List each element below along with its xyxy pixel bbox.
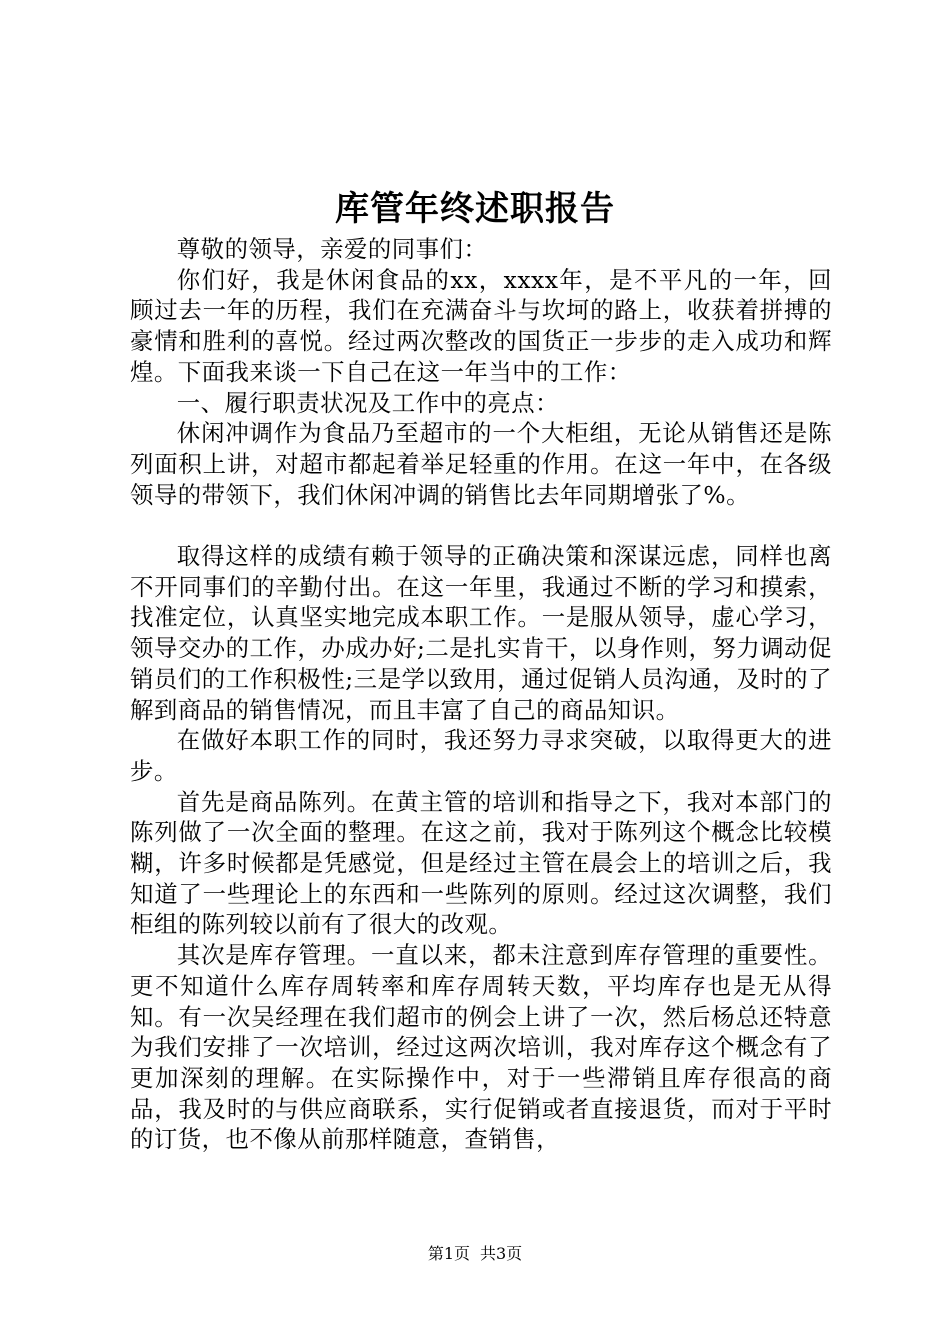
- intro-paragraph: 你们好，我是休闲食品的xx，xxxx年，是不平凡的一年，回顾过去一年的历程，我们在充满奋斗与坎坷的路上，收获着拼搏的豪情和胜利的喜悦。经过两次整改的国货正一步步的走入成功和辉煌。下面我来谈一下自己在这一年当中的工作：: [130, 265, 832, 386]
- page-footer: [0, 1243, 950, 1265]
- body-paragraph: 首先是商品陈列。在黄主管的培训和指导之下，我对本部门的陈列做了一次全面的整理。在这之前，我对于陈列这个概念比较模糊，许多时候都是凭感觉，但是经过主管在晨会上的培训之后，我知道了一些理论上的东西和一些陈列的原则。经过这次调整，我们柜组的陈列较以前有了很大的改观。: [130, 787, 832, 939]
- document-body: [130, 234, 832, 1155]
- body-paragraph: 取得这样的成绩有赖于领导的正确决策和深谋远虑，同样也离不开同事们的辛勤付出。在这一年里，我通过不断的学习和摸索，找准定位，认真坚实地完成本职工作。一是服从领导，虚心学习，领导交办的工作，办成办好;二是扎实肯干，以身作则，努力调动促销员们的工作积极性;三是学以致用，通过促销人员沟通，及时的了解到商品的销售情况，而且丰富了自己的商品知识。: [130, 542, 832, 724]
- salutation-paragraph: 尊敬的领导，亲爱的同事们：: [176, 235, 488, 263]
- section-heading: 一、履行职责状况及工作中的亮点：: [176, 388, 560, 417]
- body-paragraph: 其次是库存管理。一直以来，都未注意到库存管理的重要性。更不知道什么库存周转率和库存周转天数，平均库存也是无从得知。有一次吴经理在我们超市的例会上讲了一次，然后杨总还特意为我们安排了一次培训，经过这两次培训，我对库存这个概念有了更加深刻的理解。在实际操作中，对于一些滞销且库存很高的商品，我及时的与供应商联系，实行促销或者直接退货，而对于平时的订货，也不像从前那样随意，查销售，: [130, 941, 832, 1154]
- body-paragraph: 在做好本职工作的同时，我还努力寻求突破，以取得更大的进步。: [130, 726, 832, 785]
- page-total: 共3页: [480, 1244, 523, 1263]
- document-title: 库管年终述职报告: [335, 189, 615, 229]
- body-paragraph: 休闲冲调作为食品乃至超市的一个大柜组，无论从销售还是陈列面积上讲，对超市都起着举足轻重的作用。在这一年中，在各级领导的带领下，我们休闲冲调的销售比去年同期增张了%。: [130, 419, 832, 509]
- page-number: 第1页: [427, 1244, 470, 1263]
